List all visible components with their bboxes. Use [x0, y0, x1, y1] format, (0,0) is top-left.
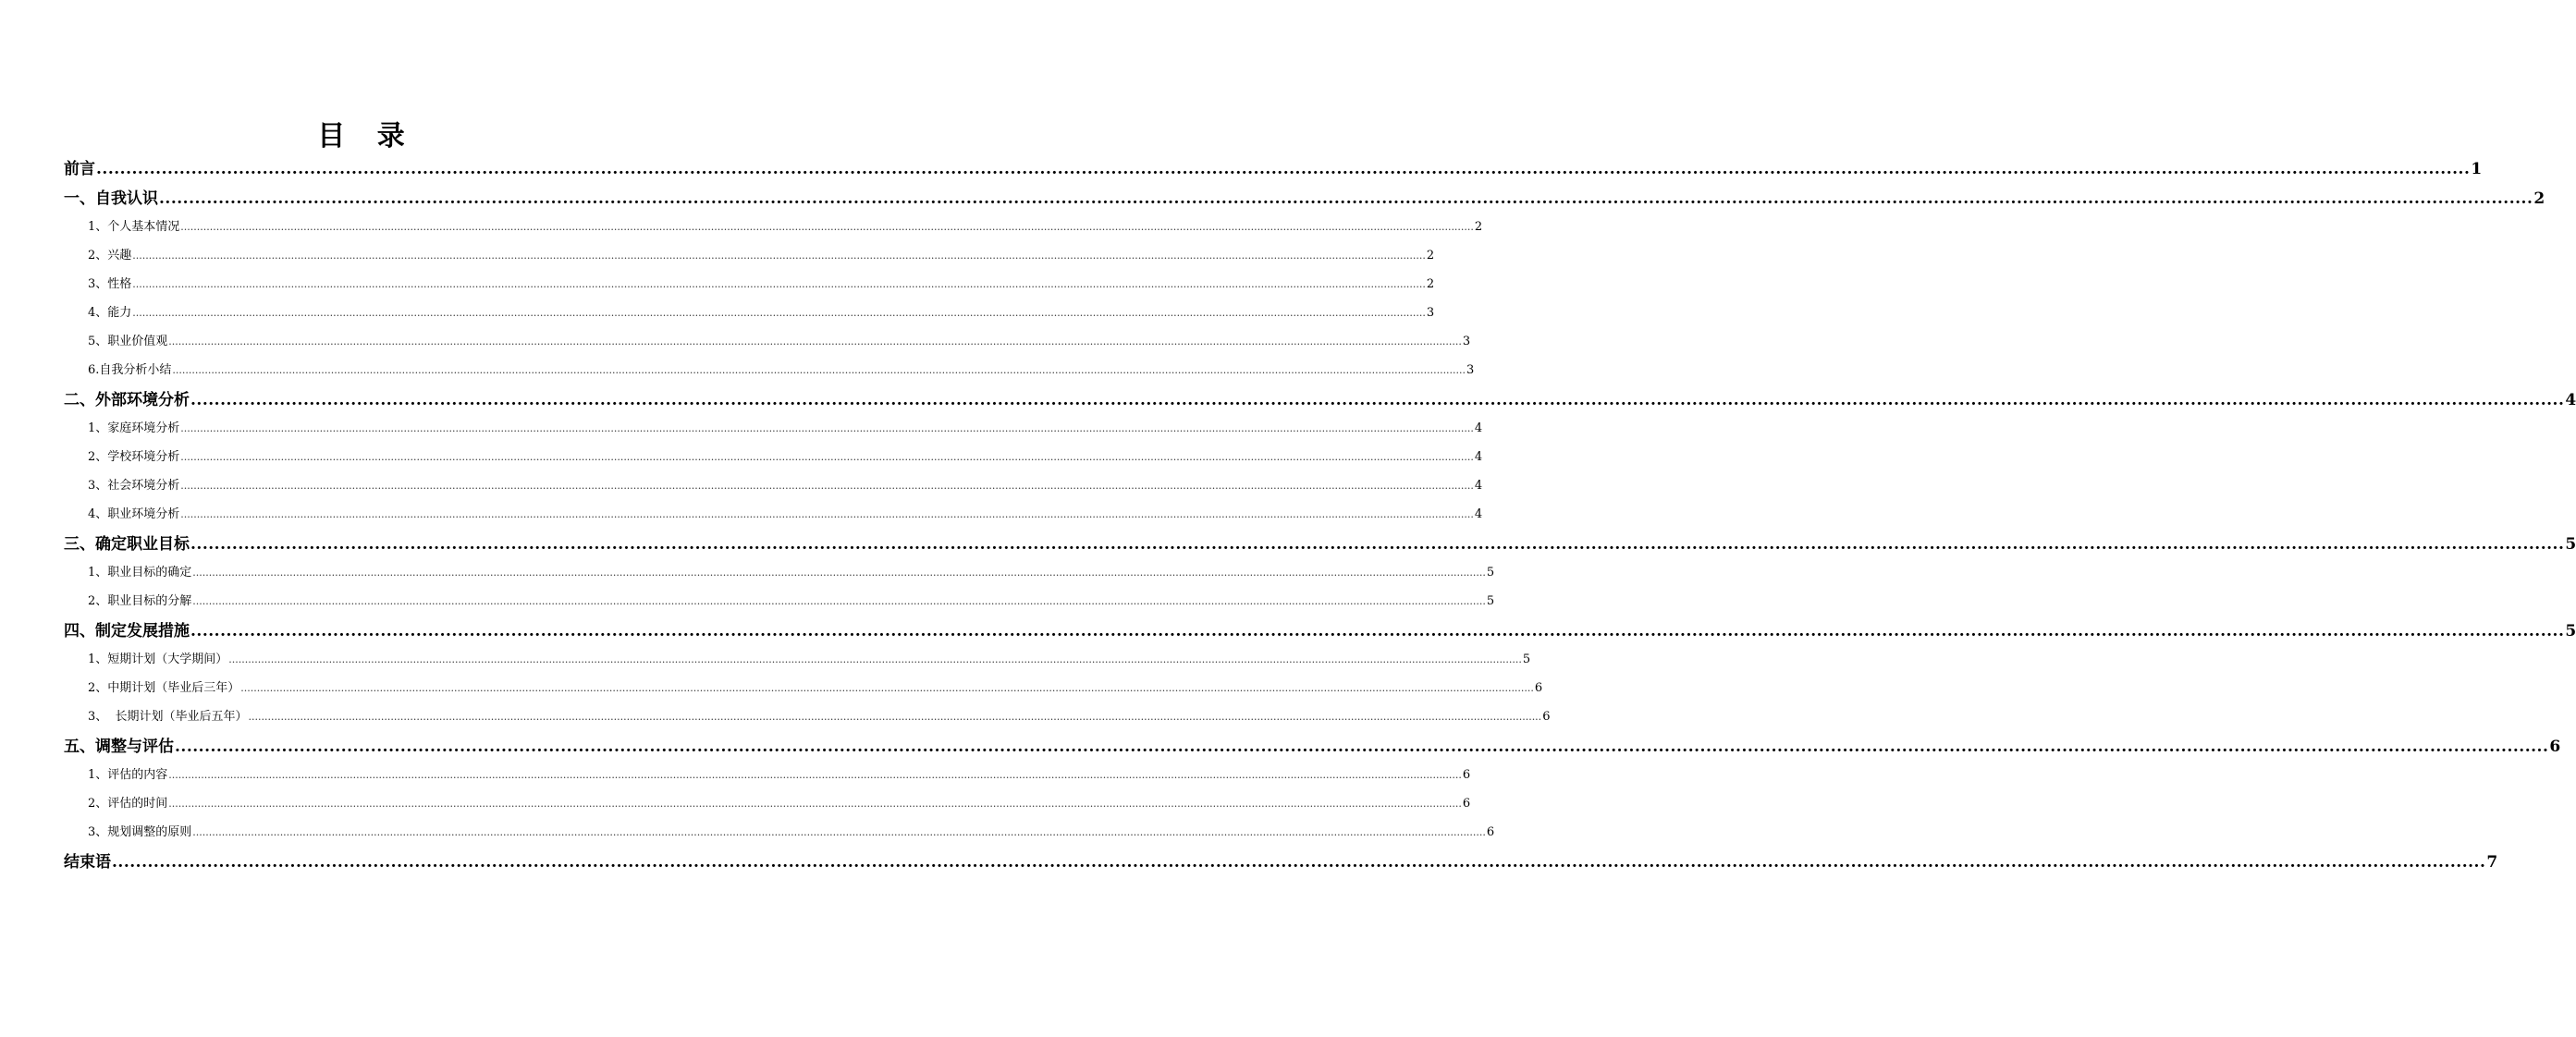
toc-dot-leader: ................................................................................................................................................................................................................................................................................................................................................................................................................: [175, 738, 2549, 756]
toc-chapter-entry[interactable]: [64, 529, 2576, 558]
toc-page-number: 1: [2471, 160, 2483, 178]
toc-section-entry[interactable]: [64, 702, 1551, 731]
toc-entry-label: 结束语: [64, 853, 111, 872]
toc-section-entry[interactable]: [64, 587, 1495, 616]
toc-section-entry[interactable]: [64, 241, 1435, 270]
toc-entry-label: 三、确定职业目标: [64, 535, 190, 554]
toc-entry-label: 3、性格: [88, 277, 132, 291]
toc-entry-label: 2、中期计划（毕业后三年）: [88, 681, 240, 695]
toc-page-number: 6: [1534, 681, 1543, 695]
toc-entry-label: 2、职业目标的分解: [88, 594, 192, 608]
toc-dot-leader: ................................................................................................................................................................................................................................................................................................................................................................................................................: [132, 250, 1426, 262]
toc-dot-leader: ................................................................................................................................................................................................................................................................................................................................................................................................................: [180, 422, 1474, 434]
toc-page-number: 3: [1426, 306, 1435, 320]
toc-dot-leader: ................................................................................................................................................................................................................................................................................................................................................................................................................: [168, 769, 1462, 781]
toc-chapter-entry[interactable]: [64, 847, 2498, 876]
toc-section-entry[interactable]: [64, 789, 1471, 818]
toc-section-entry[interactable]: [64, 471, 1483, 500]
toc-entry-label: 3、社会环境分析: [88, 479, 180, 493]
toc-entry-label: 1、评估的内容: [88, 768, 168, 782]
toc-entry-label: 2、学校环境分析: [88, 450, 180, 464]
toc-entry-label: 前言: [64, 160, 95, 178]
toc-dot-leader: ................................................................................................................................................................................................................................................................................................................................................................................................................: [180, 508, 1474, 520]
table-of-contents: [64, 153, 2576, 876]
toc-dot-leader: ................................................................................................................................................................................................................................................................................................................................................................................................................: [192, 595, 1486, 607]
page-title: 目 录: [317, 120, 416, 152]
toc-page-number: 6: [1462, 768, 1471, 782]
toc-dot-leader: ................................................................................................................................................................................................................................................................................................................................................................................................................: [159, 189, 2533, 208]
toc-page-number: 5: [2565, 622, 2576, 640]
toc-page-number: 6: [1542, 710, 1551, 724]
toc-dot-leader: ................................................................................................................................................................................................................................................................................................................................................................................................................: [228, 653, 1522, 665]
toc-section-entry[interactable]: [64, 270, 1435, 299]
toc-dot-leader: ................................................................................................................................................................................................................................................................................................................................................................................................................: [248, 711, 1542, 723]
toc-page-number: 3: [1466, 363, 1475, 377]
toc-entry-label: 1、短期计划（大学期间）: [88, 653, 228, 666]
toc-section-entry[interactable]: [64, 761, 1471, 789]
toc-section-entry[interactable]: [64, 443, 1483, 471]
toc-section-entry[interactable]: [64, 500, 1483, 529]
toc-entry-label: 1、个人基本情况: [88, 220, 180, 234]
toc-dot-leader: ................................................................................................................................................................................................................................................................................................................................................................................................................: [168, 798, 1462, 810]
toc-dot-leader: ................................................................................................................................................................................................................................................................................................................................................................................................................: [112, 853, 2486, 872]
toc-page-number: 5: [1486, 566, 1495, 580]
toc-chapter-entry[interactable]: [64, 183, 2545, 213]
toc-page-number: 5: [1522, 653, 1531, 666]
toc-entry-label: 四、制定发展措施: [64, 622, 190, 640]
toc-page-number: 2: [1426, 277, 1435, 291]
toc-section-entry[interactable]: [64, 818, 1495, 847]
toc-section-entry[interactable]: [64, 356, 1475, 384]
toc-page-number: 2: [1426, 249, 1435, 262]
toc-page-number: 6: [2549, 738, 2561, 756]
toc-chapter-entry[interactable]: [64, 731, 2561, 761]
toc-dot-leader: ................................................................................................................................................................................................................................................................................................................................................................................................................: [132, 307, 1426, 319]
toc-dot-leader: ................................................................................................................................................................................................................................................................................................................................................................................................................: [192, 826, 1486, 838]
toc-section-entry[interactable]: [64, 299, 1435, 327]
toc-page-number: 3: [1462, 335, 1471, 348]
toc-page-number: 4: [2565, 391, 2576, 409]
toc-dot-leader: ................................................................................................................................................................................................................................................................................................................................................................................................................: [180, 221, 1474, 233]
toc-entry-label: 3、 长期计划（毕业后五年）: [88, 710, 248, 724]
toc-dot-leader: ................................................................................................................................................................................................................................................................................................................................................................................................................: [190, 622, 2565, 640]
toc-chapter-entry[interactable]: [64, 153, 2483, 183]
toc-page-number: 4: [1474, 421, 1483, 435]
toc-entry-label: 4、能力: [88, 306, 132, 320]
toc-dot-leader: ................................................................................................................................................................................................................................................................................................................................................................................................................: [96, 160, 2471, 178]
toc-page-number: 7: [2486, 853, 2498, 872]
toc-dot-leader: ................................................................................................................................................................................................................................................................................................................................................................................................................: [190, 391, 2565, 409]
toc-section-entry[interactable]: [64, 558, 1495, 587]
toc-dot-leader: ................................................................................................................................................................................................................................................................................................................................................................................................................: [240, 682, 1534, 694]
toc-chapter-entry[interactable]: [64, 384, 2576, 414]
toc-entry-label: 4、职业环境分析: [88, 507, 180, 521]
toc-page-number: 2: [1474, 220, 1483, 234]
toc-entry-label: 3、规划调整的原则: [88, 825, 192, 839]
toc-entry-label: 5、职业价值观: [88, 335, 168, 348]
toc-dot-leader: ................................................................................................................................................................................................................................................................................................................................................................................................................: [132, 278, 1426, 290]
toc-section-entry[interactable]: [64, 213, 1483, 241]
toc-entry-label: 2、兴趣: [88, 249, 132, 262]
toc-page-number: 4: [1474, 507, 1483, 521]
toc-dot-leader: ................................................................................................................................................................................................................................................................................................................................................................................................................: [172, 364, 1466, 376]
toc-dot-leader: ................................................................................................................................................................................................................................................................................................................................................................................................................: [192, 567, 1486, 579]
toc-page-number: 6: [1486, 825, 1495, 839]
toc-dot-leader: ................................................................................................................................................................................................................................................................................................................................................................................................................: [180, 480, 1474, 492]
toc-page-number: 6: [1462, 797, 1471, 811]
toc-section-entry[interactable]: [64, 327, 1471, 356]
toc-page-number: 4: [1474, 450, 1483, 464]
toc-dot-leader: ................................................................................................................................................................................................................................................................................................................................................................................................................: [168, 336, 1462, 348]
toc-page-number: 4: [1474, 479, 1483, 493]
toc-entry-label: 五、调整与评估: [64, 738, 174, 756]
toc-section-entry[interactable]: [64, 414, 1483, 443]
toc-dot-leader: ................................................................................................................................................................................................................................................................................................................................................................................................................: [190, 535, 2565, 554]
toc-page-number: 2: [2533, 189, 2545, 208]
toc-entry-label: 1、职业目标的确定: [88, 566, 192, 580]
toc-section-entry[interactable]: [64, 674, 1543, 702]
toc-entry-label: 6.自我分析小结: [88, 363, 172, 377]
toc-entry-label: 1、家庭环境分析: [88, 421, 180, 435]
toc-entry-label: 一、自我认识: [64, 189, 158, 208]
toc-chapter-entry[interactable]: [64, 616, 2576, 645]
toc-entry-label: 二、外部环境分析: [64, 391, 190, 409]
toc-dot-leader: ................................................................................................................................................................................................................................................................................................................................................................................................................: [180, 451, 1474, 463]
toc-page-number: 5: [1486, 594, 1495, 608]
toc-page-number: 5: [2565, 535, 2576, 554]
toc-section-entry[interactable]: [64, 645, 1531, 674]
toc-entry-label: 2、评估的时间: [88, 797, 168, 811]
